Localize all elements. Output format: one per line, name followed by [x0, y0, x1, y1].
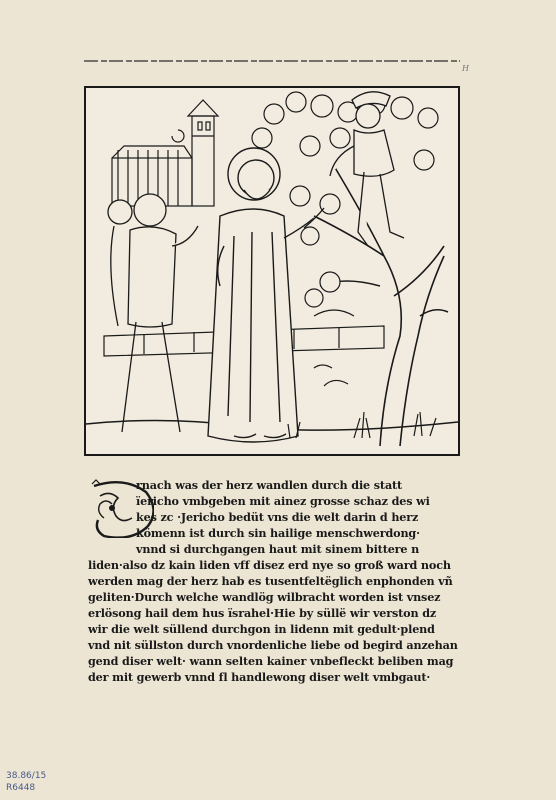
text-line-8: geliten·Durch welche wandlög wilbracht worden ist vnsez — [88, 590, 441, 604]
text-line-1: rnach was der herz wandlen durch die statt — [136, 478, 403, 492]
text-line-5: vnnd si durchgangen haut mit sinem bittere n — [136, 542, 420, 556]
text-line-7: werden mag der herz hab es tusentfeltëglich enphonden vñ — [88, 574, 453, 588]
text-line-9: erlösong hail dem hus ïsrahel·Hie by süllë wir verston dz — [88, 606, 437, 620]
top-border-rule — [84, 58, 460, 64]
inventory-number: 38.86/15 R6448 — [6, 771, 47, 793]
folio-mark: H — [462, 64, 469, 73]
woodcut-illustration — [84, 86, 460, 456]
inventory-fraction: 15 — [34, 771, 47, 781]
text-line-11: vnd nit süllston durch vnordenliche liebe od begird anzehan — [88, 638, 458, 652]
text-line-10: wir die welt süllend durchgon in lidenn mit gedult·plend — [88, 622, 435, 636]
text-line-12: gend diser welt· wann selten kainer vnbefleckt beliben mag — [88, 654, 454, 668]
text-line-4: kömenn ist durch sin hailige menschwerdong· — [136, 526, 420, 540]
inventory-line-1: 38.86 — [6, 771, 32, 781]
inventory-line-2: R6448 — [6, 783, 36, 793]
text-line-3: kes zc ·Jericho bedüt vns die welt darin d herz — [136, 510, 419, 524]
text-line-2: ïericho vmbgeben mit ainez grosse schaz des wi — [136, 494, 430, 508]
text-line-6: liden·also dz kain liden vff disez erd nye so groß ward noch — [88, 558, 451, 572]
text-line-13: der mit gewerb vnnd fl handlewong diser welt vmbgaut· — [88, 670, 431, 684]
